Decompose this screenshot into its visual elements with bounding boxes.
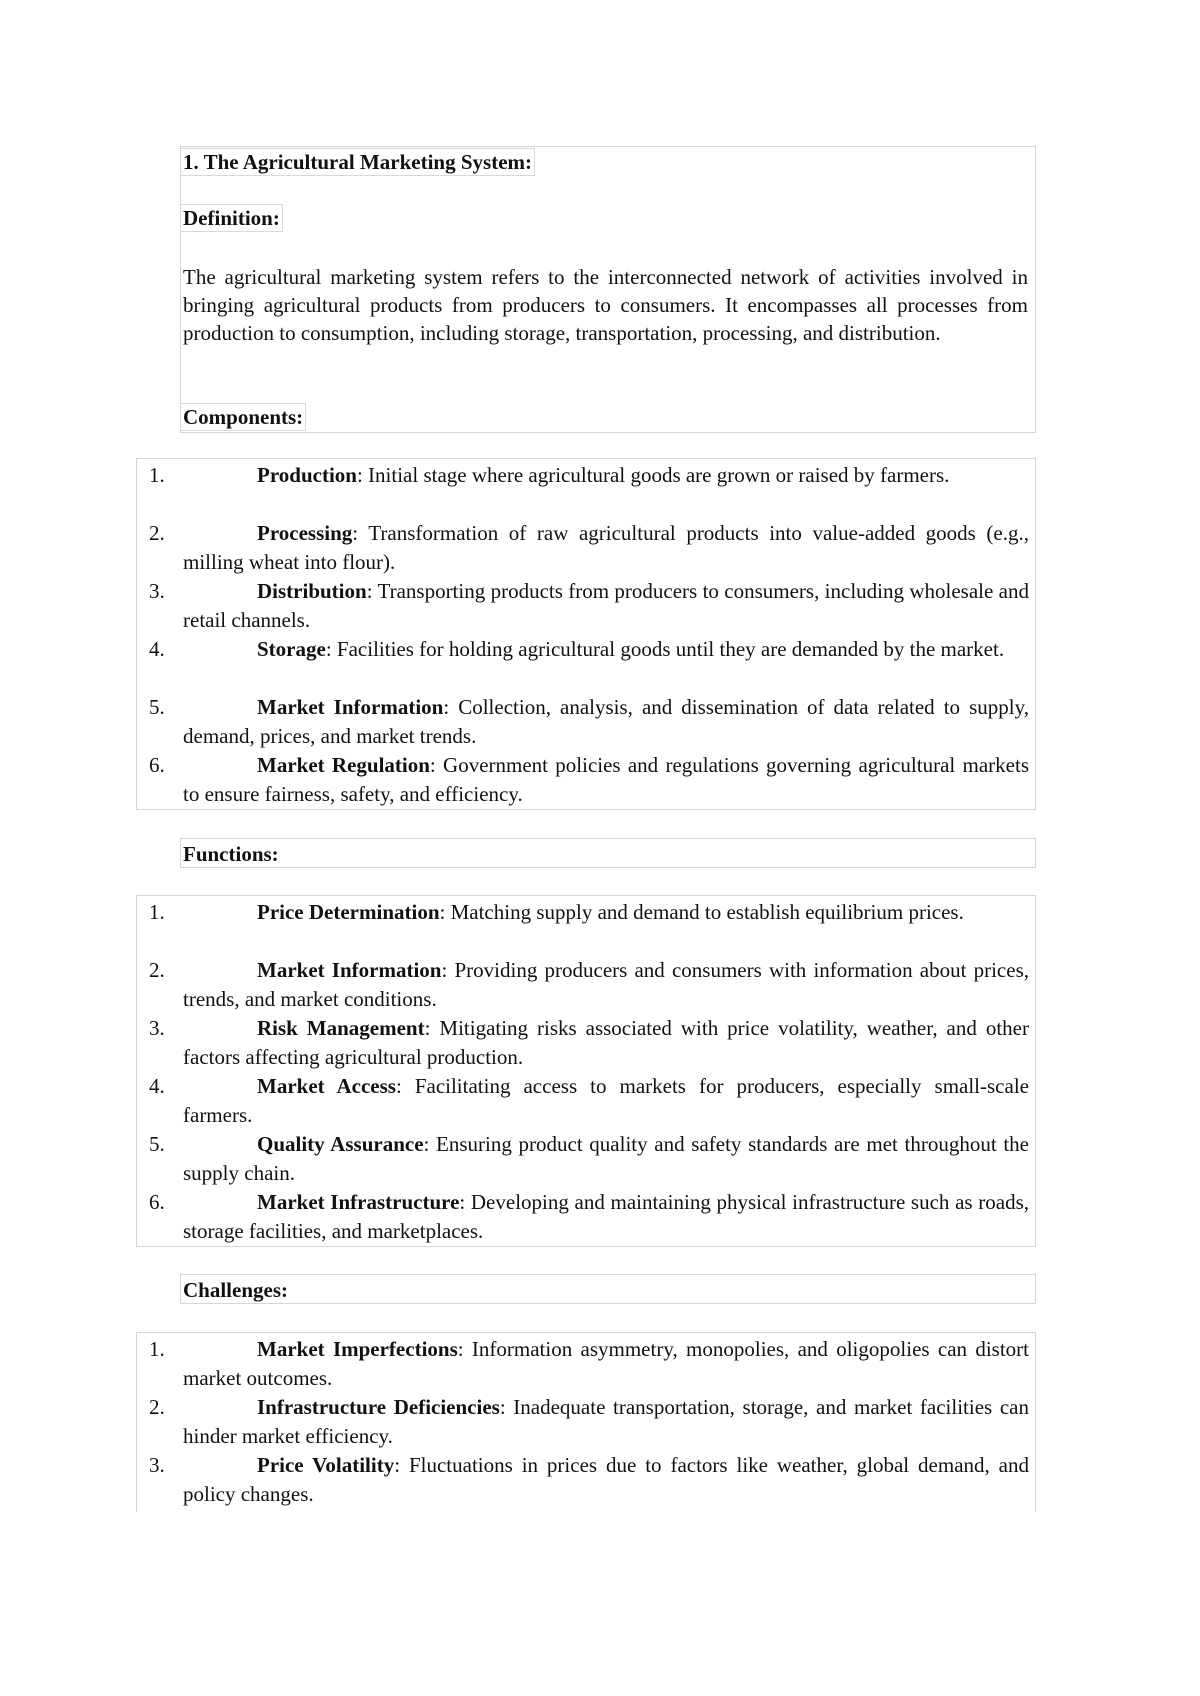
list-item-text (183, 1072, 1029, 1130)
list-item-description: : Mitigating risks associated with price volatility, weather, and other factors affecting agricultural production. (183, 1016, 1029, 1069)
list-item (137, 898, 1037, 956)
list-item-text (183, 1014, 1029, 1072)
list-item-description: : Fluctuations in prices due to factors like weather, global demand, and policy changes. (183, 1453, 1029, 1506)
list-item-number: 2. (149, 1395, 165, 1419)
list-item-description: : Ensuring product quality and safety standards are met throughout the supply chain. (183, 1132, 1029, 1185)
list-item-number: 1. (149, 1337, 165, 1361)
list-item (137, 1014, 1037, 1072)
list-item (137, 1335, 1037, 1393)
list-item-term: Market Information (257, 695, 444, 719)
list-item-number: 2. (149, 958, 165, 982)
list-item-term: Market Access (257, 1074, 396, 1098)
list-item-number: 6. (149, 753, 165, 777)
list-item (137, 1072, 1037, 1130)
list-item (137, 1188, 1037, 1246)
list-item-number: 5. (149, 1132, 165, 1156)
list-item-term: Market Imperfections (257, 1337, 458, 1361)
list-item-term: Market Infrastructure (257, 1190, 460, 1214)
list-item (137, 693, 1037, 751)
list-item-text (183, 1393, 1029, 1451)
list-item (137, 1451, 1037, 1509)
list-item-number: 4. (149, 1074, 165, 1098)
components-heading: Components: (180, 403, 306, 431)
list-item-description: : Collection, analysis, and dissemination of data related to supply, demand, prices, and market trends. (183, 695, 1029, 748)
list-item-number: 4. (149, 637, 165, 661)
list-item-description: : Matching supply and demand to establish equilibrium prices. (439, 900, 964, 924)
list-item-description: : Initial stage where agricultural goods are grown or raised by farmers. (356, 463, 950, 487)
challenges-list (136, 1332, 1036, 1512)
list-item (137, 461, 1037, 519)
list-item (137, 751, 1037, 809)
list-item-text (183, 1188, 1029, 1246)
list-item-text (183, 635, 1029, 664)
definition-paragraph: The agricultural marketing system refers to the interconnected network of activities involved in bringing agricultural products from producers to consumers. It encompasses all processes from production to consumption, including storage, transportation, processing, and distribution. (183, 265, 1028, 345)
list-item-text (183, 461, 1029, 490)
list-item-description: : Providing producers and consumers with information about prices, trends, and market conditions. (183, 958, 1029, 1011)
list-item-number: 1. (149, 900, 165, 924)
list-item (137, 1130, 1037, 1188)
list-item-term: Production (257, 463, 357, 487)
list-item-number: 5. (149, 695, 165, 719)
list-item-term: Quality Assurance (257, 1132, 424, 1156)
list-item-description: : Developing and maintaining physical infrastructure such as roads, storage facilities, and marketplaces. (183, 1190, 1029, 1243)
list-item-text (183, 1130, 1029, 1188)
list-item-description: : Government policies and regulations governing agricultural markets to ensure fairness, safety, and efficiency. (183, 753, 1029, 806)
list-item-description: : Information asymmetry, monopolies, and oligopolies can distort market outcomes. (183, 1337, 1029, 1390)
components-list (136, 458, 1036, 810)
list-item-term: Price Determination (257, 900, 440, 924)
list-item-description: : Transformation of raw agricultural products into value-added goods (e.g., milling wheat into flour). (183, 521, 1029, 574)
list-item-text (183, 519, 1029, 577)
list-item-term: Market Information (257, 958, 442, 982)
section-title: 1. The Agricultural Marketing System: (180, 148, 535, 176)
list-item-term: Market Regulation (257, 753, 430, 777)
functions-heading-box (180, 838, 1036, 868)
list-item-description: : Inadequate transportation, storage, and market facilities can hinder market efficiency. (183, 1395, 1029, 1448)
list-item-description: : Transporting products from producers to consumers, including wholesale and retail channels. (183, 579, 1029, 632)
challenges-heading: Challenges: (183, 1278, 288, 1302)
list-item-number: 2. (149, 521, 165, 545)
list-item (137, 956, 1037, 1014)
list-item-number: 3. (149, 579, 165, 603)
list-item (137, 1393, 1037, 1451)
list-item-text (183, 693, 1029, 751)
list-item-number: 3. (149, 1453, 165, 1477)
list-item-text (183, 1451, 1029, 1509)
list-item-number: 6. (149, 1190, 165, 1214)
functions-list (136, 895, 1036, 1247)
list-item-text (183, 577, 1029, 635)
list-item-text (183, 751, 1029, 809)
list-item (137, 577, 1037, 635)
list-item-number: 1. (149, 463, 165, 487)
list-item (137, 635, 1037, 693)
list-item-number: 3. (149, 1016, 165, 1040)
list-item-term: Distribution (257, 579, 367, 603)
definition-heading: Definition: (180, 204, 283, 232)
list-item-text (183, 1335, 1029, 1393)
list-item (137, 519, 1037, 577)
functions-heading: Functions: (183, 842, 279, 866)
list-item-term: Processing (257, 521, 353, 545)
list-item-text (183, 898, 1029, 927)
list-item-term: Price Volatility (257, 1453, 395, 1477)
list-item-term: Infrastructure Deficiencies (257, 1395, 500, 1419)
list-item-term: Risk Management (257, 1016, 425, 1040)
list-item-text (183, 956, 1029, 1014)
list-item-description: : Facilities for holding agricultural goods until they are demanded by the market. (325, 637, 1005, 661)
challenges-heading-box (180, 1274, 1036, 1304)
list-item-description: : Facilitating access to markets for producers, especially small-scale farmers. (183, 1074, 1029, 1127)
list-item-term: Storage (257, 637, 326, 661)
